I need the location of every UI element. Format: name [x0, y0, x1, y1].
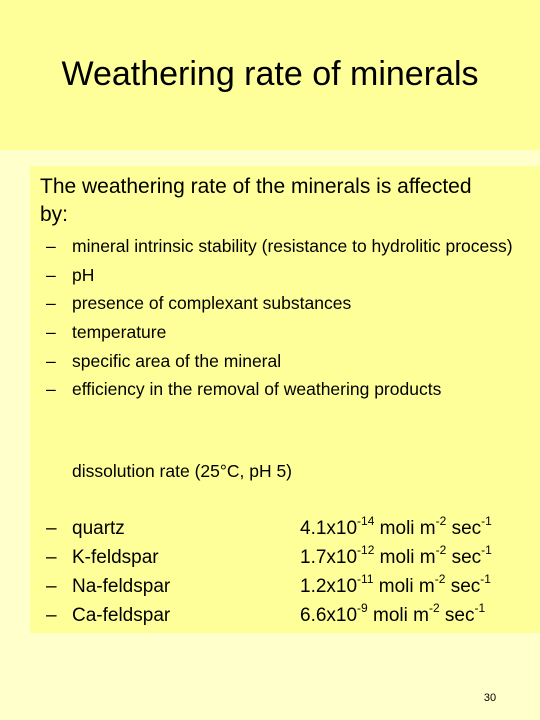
rate-unit-moli: moli m — [379, 518, 436, 539]
bullet-dash: – — [46, 322, 56, 343]
rate-mantissa: 4.1x10 — [300, 518, 358, 539]
rate-unit-moli: moli m — [378, 576, 435, 597]
rate-unit-m-exp: -2 — [428, 601, 440, 615]
rate-mantissa: 1.2x10 — [300, 576, 358, 597]
factor-text: efficiency in the removal of weathering products — [72, 379, 442, 400]
rate-unit-moli: moli m — [379, 547, 436, 568]
factor-list — [46, 236, 526, 408]
factor-text: presence of complexant substances — [72, 293, 352, 314]
mineral-row — [46, 572, 526, 605]
rate-exponent: -9 — [357, 601, 368, 615]
rate-unit-sec: sec — [451, 547, 482, 568]
rate-unit-sec-exp: -1 — [481, 543, 492, 557]
factor-text: specific area of the mineral — [72, 350, 282, 371]
mineral-row — [46, 601, 526, 634]
mineral-row — [46, 514, 526, 547]
rate-unit-moli: moli m — [373, 605, 429, 626]
factor-item — [46, 322, 526, 342]
factor-item — [46, 236, 526, 256]
dissolution-heading: dissolution rate (25°C, pH 5) — [72, 461, 293, 481]
bullet-dash: – — [46, 576, 57, 597]
rate-mantissa: 1.7x10 — [300, 547, 358, 568]
bullet-dash: – — [46, 547, 57, 568]
bullet-dash: – — [46, 236, 56, 256]
mineral-name: Na-feldspar — [72, 576, 171, 597]
mineral-rate-list — [46, 514, 526, 634]
rate-exponent: -14 — [357, 514, 375, 528]
rate-unit-m-exp: -2 — [434, 572, 446, 586]
mineral-rate — [300, 572, 491, 598]
rate-unit-m-exp: -2 — [435, 514, 447, 528]
bullet-dash: – — [46, 518, 57, 539]
mineral-rate — [300, 543, 492, 569]
mineral-rate — [300, 601, 486, 627]
rate-unit-sec-exp: -1 — [474, 601, 486, 615]
rate-exponent: -11 — [357, 572, 374, 586]
factor-item — [46, 351, 526, 371]
factor-item — [46, 293, 526, 313]
bullet-dash: – — [46, 605, 57, 626]
page-number: 30 — [483, 692, 497, 704]
slide-title: Weathering rate of minerals — [61, 55, 479, 93]
mineral-name: quartz — [72, 518, 125, 539]
rate-mantissa: 6.6x10 — [300, 605, 358, 626]
mineral-name: K-feldspar — [72, 547, 159, 568]
factor-text: mineral intrinsic stability (resistance to hydrolitic process) — [72, 236, 513, 256]
bullet-dash: – — [46, 350, 56, 371]
bullet-dash: – — [46, 264, 56, 285]
rate-unit-m-exp: -2 — [435, 543, 447, 557]
factor-item — [46, 265, 526, 285]
factor-text: pH — [72, 264, 95, 285]
rate-unit-sec: sec — [444, 605, 475, 626]
rate-exponent: -12 — [357, 543, 375, 557]
mineral-name: Ca-feldspar — [72, 605, 171, 626]
factor-item — [46, 379, 526, 399]
mineral-rate — [300, 514, 492, 540]
rate-unit-sec: sec — [451, 518, 482, 539]
rate-unit-sec-exp: -1 — [481, 514, 492, 528]
rate-unit-sec-exp: -1 — [480, 572, 491, 586]
factor-text: temperature — [72, 322, 167, 343]
bullet-dash: – — [46, 379, 56, 400]
rate-unit-sec: sec — [450, 576, 481, 597]
lead-text: The weathering rate of the minerals is affected by: — [40, 175, 472, 226]
mineral-row — [46, 543, 526, 576]
bullet-dash: – — [46, 293, 56, 314]
